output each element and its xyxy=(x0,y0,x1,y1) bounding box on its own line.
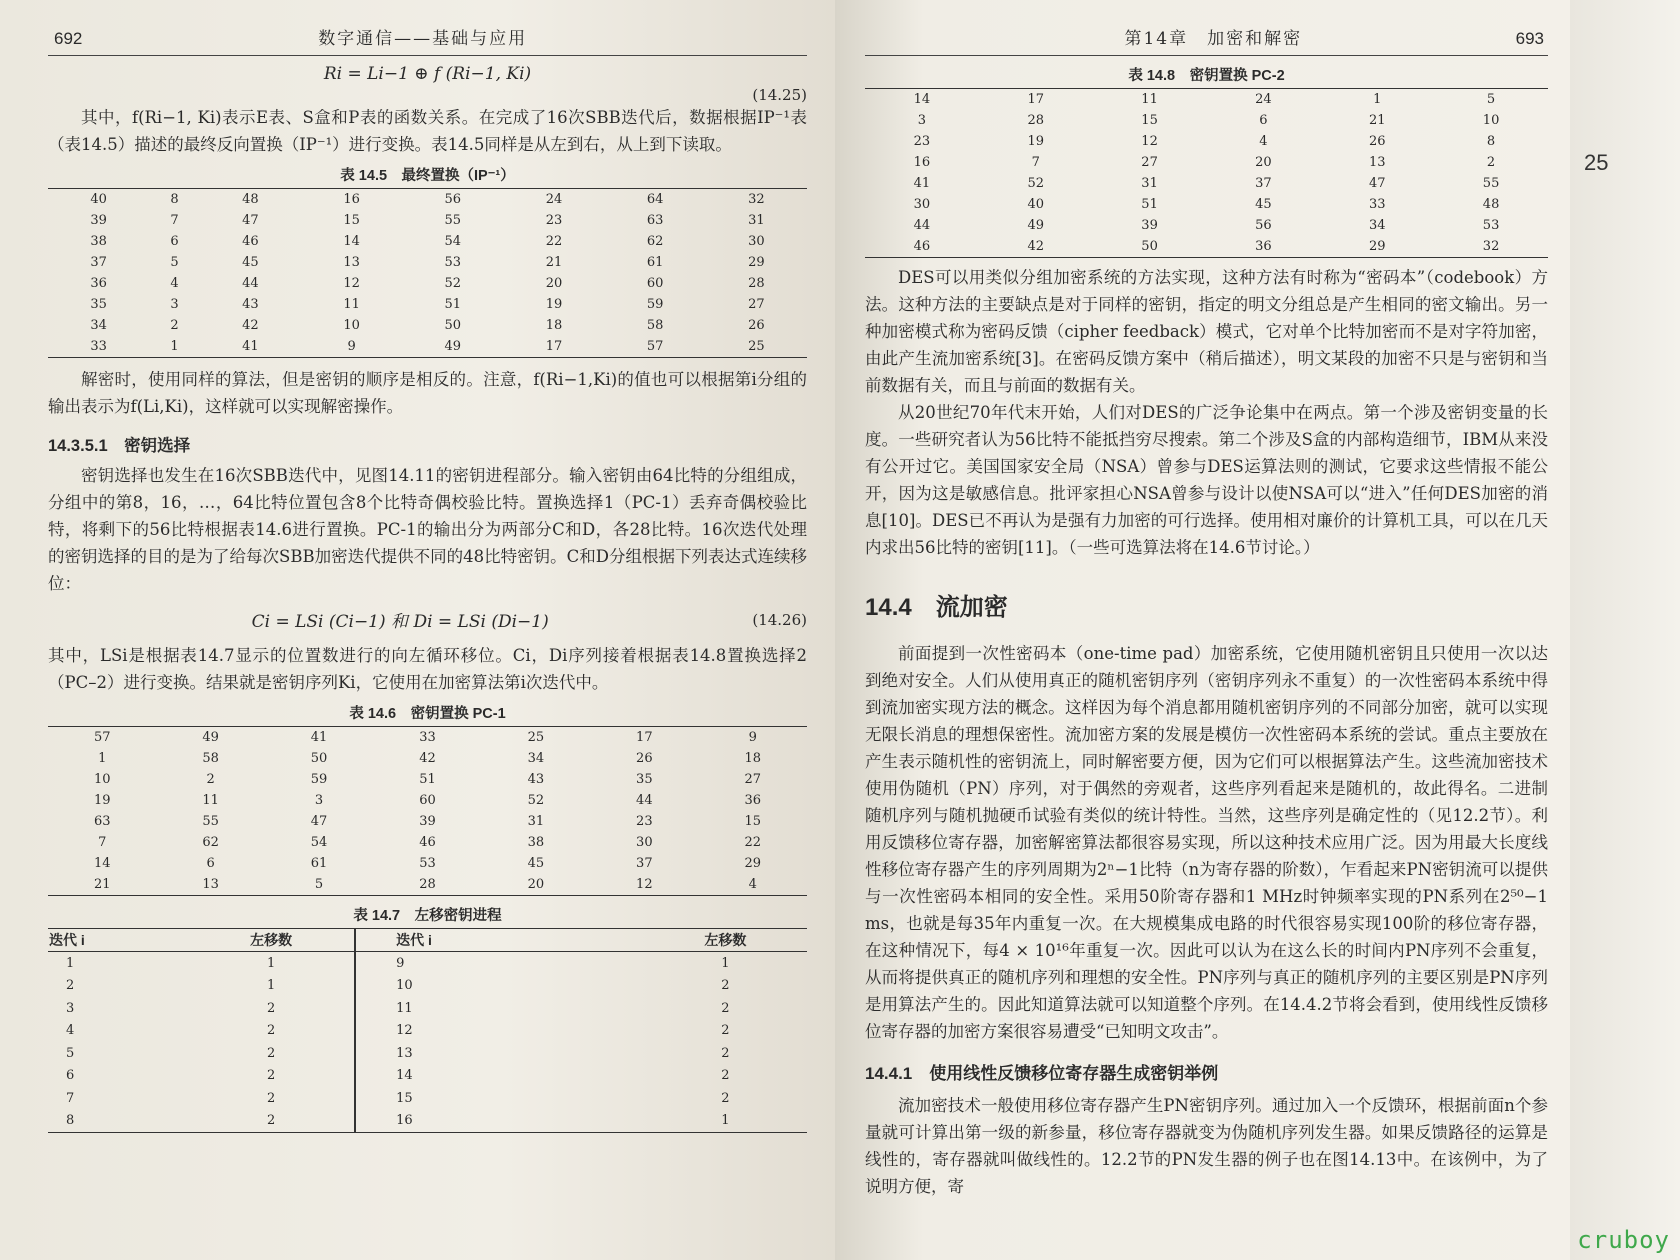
table-cell: 56 xyxy=(1255,218,1272,233)
table-cell: 13 xyxy=(202,877,219,892)
table-cell: 2 xyxy=(170,318,179,333)
table-cell: 41 xyxy=(913,176,931,191)
table-14-5-caption: 表 14.5 最终置换（IP⁻¹） xyxy=(340,168,515,184)
table-row xyxy=(48,1087,807,1110)
table-cell: 64 xyxy=(646,192,664,207)
table-cell: 4 xyxy=(66,1023,75,1039)
table-14-6-caption: 表 14.6 密钥置换 PC-1 xyxy=(349,706,506,722)
table-row xyxy=(48,811,807,832)
table-cell: 11 xyxy=(1141,92,1158,107)
table-cell: 2 xyxy=(721,1090,730,1106)
table-cell: 28 xyxy=(419,877,436,892)
table-cell: 7 xyxy=(66,1090,75,1106)
table-row xyxy=(48,874,807,896)
table-cell: 55 xyxy=(202,814,219,829)
table-cell: 51 xyxy=(1141,197,1158,212)
table-cell: 25 xyxy=(527,730,545,745)
table-cell: 7 xyxy=(170,213,179,228)
running-title: 第14章 加密和解密 xyxy=(1124,29,1303,49)
table-cell: 1 xyxy=(66,955,75,971)
table-cell: 12 xyxy=(343,276,360,291)
table-cell: 7 xyxy=(98,835,107,850)
table-cell: 17 xyxy=(545,339,563,354)
table-cell: 39 xyxy=(1141,218,1158,233)
table-cell: 54 xyxy=(310,835,328,850)
table-cell: 57 xyxy=(93,730,111,745)
table-row xyxy=(48,1020,807,1043)
table-cell: 30 xyxy=(748,234,765,249)
table-cell: 18 xyxy=(545,318,563,333)
table-cell: 52 xyxy=(444,276,462,291)
table-cell: 27 xyxy=(748,297,765,312)
table-cell: 60 xyxy=(419,793,436,808)
table-cell: 4 xyxy=(170,276,179,291)
table-cell: 61 xyxy=(310,856,328,871)
table-row xyxy=(865,152,1548,173)
table-cell: 31 xyxy=(748,213,765,228)
table-cell: 11 xyxy=(343,297,360,312)
table-cell: 50 xyxy=(444,318,462,333)
table-row xyxy=(865,215,1548,236)
table-cell: 61 xyxy=(646,255,664,270)
table-cell: 12 xyxy=(355,1020,644,1043)
table-cell: 30 xyxy=(636,835,653,850)
table-cell: 2 xyxy=(267,1023,276,1039)
table-cell: 50 xyxy=(310,751,328,766)
table-cell: 3 xyxy=(314,793,324,808)
table-cell: 44 xyxy=(636,793,653,808)
right-running-header xyxy=(865,18,1548,56)
table-row xyxy=(48,727,807,749)
table-row xyxy=(48,315,807,336)
table-cell: 1 xyxy=(267,978,276,994)
table-cell: 3 xyxy=(917,113,927,128)
section-heading-14-3-5-1: 14.3.5.1 密钥选择 xyxy=(48,437,191,455)
table-row xyxy=(48,336,807,358)
table-cell: 53 xyxy=(1482,218,1500,233)
table-cell: 1 xyxy=(98,751,107,766)
table-cell: 39 xyxy=(90,213,107,228)
table-cell: 3 xyxy=(66,1000,75,1016)
table-cell: 10 xyxy=(93,772,111,787)
table-cell: 19 xyxy=(1027,134,1045,149)
table-cell: 5 xyxy=(1486,92,1496,107)
table-cell: 31 xyxy=(527,814,545,829)
table-cell: 25 xyxy=(748,339,765,354)
equation-number: (14.26) xyxy=(752,610,807,629)
table-cell: 2 xyxy=(721,1023,730,1039)
table-cell: 24 xyxy=(545,192,563,207)
table-cell: 33 xyxy=(1368,197,1386,212)
table-cell: 29 xyxy=(1368,239,1386,254)
equation-number: (14.25) xyxy=(752,86,807,104)
section-heading-14-4-1: 14.4.1 使用线性反馈移位寄存器生成密钥举例 xyxy=(865,1064,1219,1083)
table-cell: 9 xyxy=(748,730,757,745)
running-title: 数字通信——基础与应用 xyxy=(318,29,528,49)
table-cell: 27 xyxy=(744,772,762,787)
table-cell: 28 xyxy=(748,276,765,291)
table-row xyxy=(48,210,807,231)
table-cell: 38 xyxy=(527,835,545,850)
table-cell: 2 xyxy=(267,1045,276,1061)
table-cell: 60 xyxy=(646,276,664,291)
table-row xyxy=(48,231,807,252)
table-cell: 6 xyxy=(170,234,179,249)
table-cell: 10 xyxy=(343,318,360,333)
left-running-header xyxy=(48,18,807,56)
table-row xyxy=(48,294,807,315)
table-row xyxy=(48,975,807,998)
table-cell: 17 xyxy=(636,730,653,745)
table-cell: 8 xyxy=(1486,134,1496,149)
table-cell: 53 xyxy=(444,255,462,270)
table-row xyxy=(48,1110,807,1133)
table-cell: 33 xyxy=(419,730,436,745)
table-cell: 42 xyxy=(242,318,259,333)
equation-14-26 xyxy=(48,607,807,632)
table-cell: 56 xyxy=(444,192,462,207)
table-cell: 2 xyxy=(267,1113,276,1129)
table-cell: 26 xyxy=(636,751,653,766)
table-row xyxy=(48,189,807,211)
table-cell: 43 xyxy=(527,772,545,787)
table-cell: 5 xyxy=(170,255,179,270)
table-cell: 23 xyxy=(545,213,563,228)
table-cell: 8 xyxy=(66,1113,75,1129)
table-cell: 35 xyxy=(90,297,107,312)
table-cell: 49 xyxy=(202,730,219,745)
table-cell: 4 xyxy=(1259,134,1268,149)
table-cell: 13 xyxy=(355,1042,644,1065)
table-cell: 1 xyxy=(267,955,276,971)
table-cell: 47 xyxy=(242,213,259,228)
table-cell: 7 xyxy=(1031,155,1040,170)
table-cell: 32 xyxy=(748,192,765,207)
table-cell: 34 xyxy=(527,751,545,766)
table-14-6 xyxy=(48,726,807,896)
right-page xyxy=(835,0,1570,1260)
table-row xyxy=(48,769,807,790)
table-cell: 58 xyxy=(646,318,664,333)
table-cell: 2 xyxy=(267,1090,276,1106)
table-cell: 47 xyxy=(310,814,328,829)
table-cell: 44 xyxy=(242,276,259,291)
page-number: 25 xyxy=(1584,150,1609,175)
table-cell: 13 xyxy=(1368,155,1386,170)
table-cell: 41 xyxy=(242,339,259,354)
paragraph: 解密时，使用同样的算法，但是密钥的顺序是相反的。注意，f(Ri−1,Ki)的值也可以根据第i分组的输出表示为f(Li,Ki)，这样就可以实现解密操作。 xyxy=(48,370,807,416)
table-cell: 28 xyxy=(1027,113,1045,128)
table-cell: 49 xyxy=(444,339,462,354)
table-cell: 29 xyxy=(744,856,762,871)
table-cell: 33 xyxy=(90,339,107,354)
table-cell: 57 xyxy=(646,339,664,354)
paragraph: 其中，LSi是根据表14.7显示的位置数进行的向左循环移位。Ci，Di序列接着根据表14.8置换选择2（PC–2）进行变换。结果就是密钥序列Ki，它使用在加密算法第i次迭代中。 xyxy=(48,646,807,692)
table-cell: 17 xyxy=(1027,92,1045,107)
table-cell: 20 xyxy=(527,877,545,892)
table-cell: 37 xyxy=(636,856,653,871)
table-cell: 23 xyxy=(913,134,931,149)
table-cell: 20 xyxy=(545,276,563,291)
watermark: cruboy xyxy=(1577,1226,1670,1254)
table-row xyxy=(865,194,1548,215)
table-cell: 38 xyxy=(90,234,107,249)
table-cell: 53 xyxy=(419,856,436,871)
table-cell: 63 xyxy=(646,213,664,228)
table-cell: 54 xyxy=(444,234,462,249)
table-cell: 51 xyxy=(444,297,462,312)
table-cell: 2 xyxy=(721,1000,730,1016)
paragraph: 从20世纪70年代末开始，人们对DES的广泛争论集中在两点。第一个涉及密钥变量的长度。一些研究者认为56比特不能抵挡穷尽搜索。第二个涉及S盒的内部构造细节，IBM从来没有公开过它。美国国家安全局（NSA）曾参与DES运算法则的测试，它要求这些情报不能公开，因为这是敏感信息。批评家担心NSA曾参与设计以使NSA可以“进入”任何DES加密的消息[10]。DES已不再认为是强有力加密的可行选择。使用相对廉价的计算机工具，可以在几天内求出56比特的密钥[11]。（一些可选算法将在14.6节讨论。） xyxy=(865,403,1548,557)
table-cell: 52 xyxy=(527,793,545,808)
table-cell: 6 xyxy=(206,856,215,871)
table-cell: 59 xyxy=(646,297,664,312)
table-row xyxy=(865,89,1548,111)
table-cell: 5 xyxy=(314,877,324,892)
left-page xyxy=(0,0,835,1260)
table-row xyxy=(48,273,807,294)
table-cell: 23 xyxy=(636,814,653,829)
table-row xyxy=(48,832,807,853)
table-cell: 62 xyxy=(646,234,664,249)
table-14-8-caption: 表 14.8 密钥置换 PC-2 xyxy=(1128,68,1285,84)
table-cell: 40 xyxy=(1027,197,1045,212)
table-cell: 15 xyxy=(1141,113,1158,128)
table-cell: 29 xyxy=(748,255,765,270)
equation-text: Ci = LSi (Ci−1) 和 Di = LSi (Di−1) xyxy=(251,612,549,632)
table-row xyxy=(48,1042,807,1065)
table-cell: 16 xyxy=(343,192,360,207)
table-cell: 21 xyxy=(545,255,563,270)
table-cell: 32 xyxy=(1482,239,1500,254)
table-row xyxy=(48,997,807,1020)
table-cell: 16 xyxy=(355,1110,644,1133)
table-cell: 2 xyxy=(66,978,75,994)
paragraph: 其中，f(Ri−1, Ki)表示E表、S盒和P表的函数关系。在完成了16次SBB迭代后，数据根据IP⁻¹表（表14.5）描述的最终反向置换（IP⁻¹）进行变换。表14.5同样是从左到右，从上到下读取。 xyxy=(48,108,807,154)
table-cell: 14 xyxy=(913,92,931,107)
table-cell: 46 xyxy=(242,234,259,249)
page-number: 692 xyxy=(54,29,83,48)
table-cell: 21 xyxy=(93,877,111,892)
table-cell: 59 xyxy=(310,772,328,787)
table-cell: 36 xyxy=(744,793,762,808)
table-cell: 36 xyxy=(90,276,107,291)
table-row xyxy=(865,236,1548,258)
table-cell: 1 xyxy=(170,339,179,354)
table-cell: 15 xyxy=(744,814,762,829)
table-cell: 63 xyxy=(93,814,111,829)
paragraph: 密钥选择也发生在16次SBB迭代中，见图14.11的密钥进程部分。输入密钥由64比特的分组组成，分组中的第8，16，…，64比特位置包含8个比特奇偶校验比特。置换选择1（PC-1）丢弃奇偶校验比特，将剩下的56比特根据表14.6进行置换。PC-1的输出分为两部分C和D，各28比特。16次迭代处理的密钥选择的目的是为了给每次SBB加密迭代提供不同的48比特密钥。C和D分组根据下列表达式连续移位： xyxy=(48,466,807,593)
equation-14-25 xyxy=(48,64,807,84)
table-cell: 40 xyxy=(90,192,107,207)
table-cell: 34 xyxy=(90,318,107,333)
table-cell: 58 xyxy=(202,751,219,766)
table-14-7-caption: 表 14.7 左移密钥进程 xyxy=(353,908,502,924)
table-row xyxy=(48,252,807,273)
table-cell: 10 xyxy=(355,975,644,998)
table-cell: 5 xyxy=(66,1045,75,1061)
column-header: 迭代 i xyxy=(355,929,644,952)
table-cell: 22 xyxy=(545,234,563,249)
table-cell: 2 xyxy=(1486,155,1496,170)
table-cell: 15 xyxy=(343,213,360,228)
table-row xyxy=(865,110,1548,131)
table-cell: 3 xyxy=(170,297,179,312)
table-cell: 22 xyxy=(744,835,762,850)
table-row xyxy=(865,173,1548,194)
table-cell: 43 xyxy=(242,297,259,312)
table-cell: 2 xyxy=(721,978,730,994)
table-cell: 14 xyxy=(355,1065,644,1088)
table-cell: 2 xyxy=(721,1045,730,1061)
paragraph: 前面提到一次性密码本（one-time pad）加密系统，它使用随机密钥且只使用一次以达到绝对安全。人们从使用真正的随机密钥序列（密钥序列永不重复）的一次性密码本系统中得到流加密实现方法的概念。这样因为每个消息都用随机密钥序列的不同部分加密，就可以实现无限长消息的理想保密性。流加密方案的发展是模仿一次性密码本系统的尝试。重点主要放在产生表示随机性的密钥流上，同时解密要方便，因为它们可以根据算法产生。这些流加密技术使用伪随机（PN）序列，对于偶然的旁观者，这些序列看起来是随机的，故此得名。二进制随机序列与随机抛硬币试验有类似的统计特性。当然，这些序列是确定性的（见12.2节）。利用反馈移位寄存器，加密解密算法都很容易实现，所以这种技术应用广泛。因为用最大长度线性移位寄存器产生的序列周期为2ⁿ−1比特（n为寄存器的阶数），乍看起来PN密钥流可以提供与一次性密码本相同的安全性。采用50阶寄存器和1 MHz时钟频率实现的PN系列在2⁵⁰−1 ms，也就是每35年内重复一次。在大规模集成电路的时代很容易实现100阶的移位寄存器，在这种情况下，每4 × 10¹⁶年重复一次。因此可以认为在这么长的时间内PN序列不会重复，从而将提供真正的随机序列和理想的安全性。PN序列与真正的随机序列的主要区别是PN序列是用算法产生的。因此知道算法就可以知道整个序列。在14.4.2节将会看到，使用线性反馈移位寄存器的加密方案很容易遭受“已知明文攻击”。 xyxy=(865,644,1548,1041)
table-cell: 50 xyxy=(1141,239,1158,254)
table-cell: 62 xyxy=(202,835,219,850)
table-row xyxy=(48,748,807,769)
table-cell: 39 xyxy=(419,814,436,829)
page-number: 693 xyxy=(1515,29,1544,48)
table-cell: 2 xyxy=(206,772,215,787)
table-cell: 31 xyxy=(1141,176,1158,191)
paragraph: 流加密技术一般使用移位寄存器产生PN密钥序列。通过加入一个反馈环，根据前面n个参量就可计算出第一级的新参量，移位寄存器就变为伪随机序列发生器。如果反馈路径的运算是线性的，寄存器就叫做线性的。12.2节的PN发生器的例子也在图14.13中。在该例中，为了说明方便，寄 xyxy=(865,1096,1548,1196)
table-cell: 26 xyxy=(1368,134,1386,149)
table-cell: 37 xyxy=(90,255,107,270)
table-14-5 xyxy=(48,188,807,358)
table-cell: 48 xyxy=(242,192,259,207)
table-row xyxy=(48,952,807,975)
table-cell: 55 xyxy=(444,213,462,228)
table-row xyxy=(865,131,1548,152)
table-cell: 14 xyxy=(93,856,111,871)
table-cell: 18 xyxy=(744,751,762,766)
table-cell: 37 xyxy=(1255,176,1272,191)
table-cell: 9 xyxy=(355,952,644,975)
table-cell: 45 xyxy=(1255,197,1272,212)
table-cell: 52 xyxy=(1027,176,1045,191)
table-cell: 11 xyxy=(202,793,219,808)
table-cell: 19 xyxy=(545,297,563,312)
table-cell: 46 xyxy=(419,835,436,850)
table-cell: 11 xyxy=(355,997,644,1020)
table-cell: 2 xyxy=(267,1000,276,1016)
table-cell: 47 xyxy=(1368,176,1386,191)
table-cell: 49 xyxy=(1027,218,1045,233)
table-cell: 35 xyxy=(636,772,653,787)
equation-text: Ri = Li−1 ⊕ f (Ri−1, Ki) xyxy=(323,64,532,84)
table-cell: 45 xyxy=(527,856,545,871)
table-row xyxy=(48,1065,807,1088)
table-cell: 14 xyxy=(343,234,360,249)
table-cell: 44 xyxy=(913,218,931,233)
table-cell: 30 xyxy=(913,197,931,212)
column-header: 迭代 i xyxy=(48,929,188,952)
table-cell: 20 xyxy=(1255,155,1272,170)
table-cell: 26 xyxy=(748,318,765,333)
table-row xyxy=(48,790,807,811)
table-14-7 xyxy=(48,928,807,1133)
table-cell: 45 xyxy=(242,255,259,270)
table-cell: 16 xyxy=(913,155,931,170)
table-cell: 6 xyxy=(1259,113,1268,128)
table-cell: 36 xyxy=(1255,239,1272,254)
table-cell: 46 xyxy=(913,239,931,254)
table-cell: 19 xyxy=(93,793,111,808)
table-cell: 4 xyxy=(748,877,757,892)
table-cell: 2 xyxy=(267,1068,276,1084)
table-cell: 27 xyxy=(1141,155,1158,170)
section-heading-14-4: 14.4 流加密 xyxy=(865,594,1008,621)
table-cell: 42 xyxy=(419,751,436,766)
table-cell: 21 xyxy=(1368,113,1386,128)
table-cell: 1 xyxy=(721,1113,730,1129)
table-cell: 10 xyxy=(1482,113,1500,128)
table-row xyxy=(48,853,807,874)
table-cell: 41 xyxy=(310,730,328,745)
table-cell: 8 xyxy=(170,192,179,207)
table-cell: 13 xyxy=(343,255,360,270)
table-14-8 xyxy=(865,88,1548,258)
column-header: 左移数 xyxy=(188,929,355,952)
table-cell: 34 xyxy=(1368,218,1386,233)
table-cell: 2 xyxy=(721,1068,730,1084)
table-cell: 42 xyxy=(1027,239,1045,254)
table-cell: 1 xyxy=(1373,92,1382,107)
table-cell: 12 xyxy=(1141,134,1158,149)
next-page-edge xyxy=(1570,0,1680,1260)
table-cell: 51 xyxy=(419,772,436,787)
table-cell: 9 xyxy=(347,339,356,354)
table-cell: 15 xyxy=(355,1087,644,1110)
paragraph: DES可以用类似分组加密系统的方法实现，这种方法有时称为“密码本”（codebook）方法。这种方法的主要缺点是对于同样的密钥，指定的明文分组总是产生相同的密文输出。另一种加密模式称为密码反馈（cipher feedback）模式，它对单个比特加密而不是对字符加密，由此产生流加密系统[3]。在密码反馈方案中（稍后描述），明文某段的加密不只是与密钥和当前数据有关，而且与前面的数据有关。 xyxy=(865,268,1548,395)
table-cell: 55 xyxy=(1482,176,1500,191)
column-header: 左移数 xyxy=(644,929,807,952)
table-cell: 6 xyxy=(66,1068,75,1084)
table-cell: 48 xyxy=(1482,197,1500,212)
table-cell: 12 xyxy=(636,877,653,892)
table-cell: 1 xyxy=(721,955,730,971)
table-cell: 24 xyxy=(1255,92,1272,107)
